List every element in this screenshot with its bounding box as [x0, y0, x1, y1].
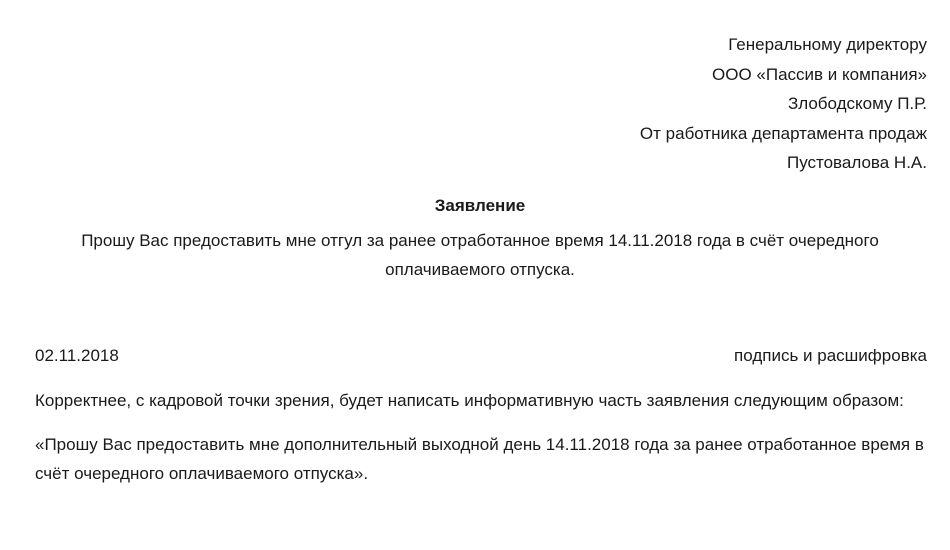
corrected-quote: «Прошу Вас предоставить мне дополнительный выходной день 14.11.2018 года за ранее отработанное время в счёт очередного оплачиваемого отпуска».	[35, 435, 924, 483]
addressee-company: ООО «Пассив и компания»	[712, 64, 927, 84]
sender-department: От работника департамента продаж	[639, 123, 927, 143]
signature-caption: подпись и расшифровка	[734, 346, 927, 365]
addressee-block	[640, 30, 927, 178]
addressee-name: Злободскому П.Р.	[787, 94, 927, 113]
application-body: Прошу Вас предоставить мне отгул за ранее отработанное время 14.11.2018 года в счёт очередного оплачиваемого отпуска.	[81, 231, 879, 279]
commentary-text: Корректнее, с кадровой точки зрения, будет написать информативную часть заявления следующим образом:	[35, 391, 904, 410]
addressee-position: Генеральному директору	[728, 35, 927, 54]
application-title: Заявление	[434, 196, 526, 215]
sender-name: Пустовалова Н.А.	[786, 153, 927, 172]
application-date: 02.11.2018	[35, 346, 119, 365]
